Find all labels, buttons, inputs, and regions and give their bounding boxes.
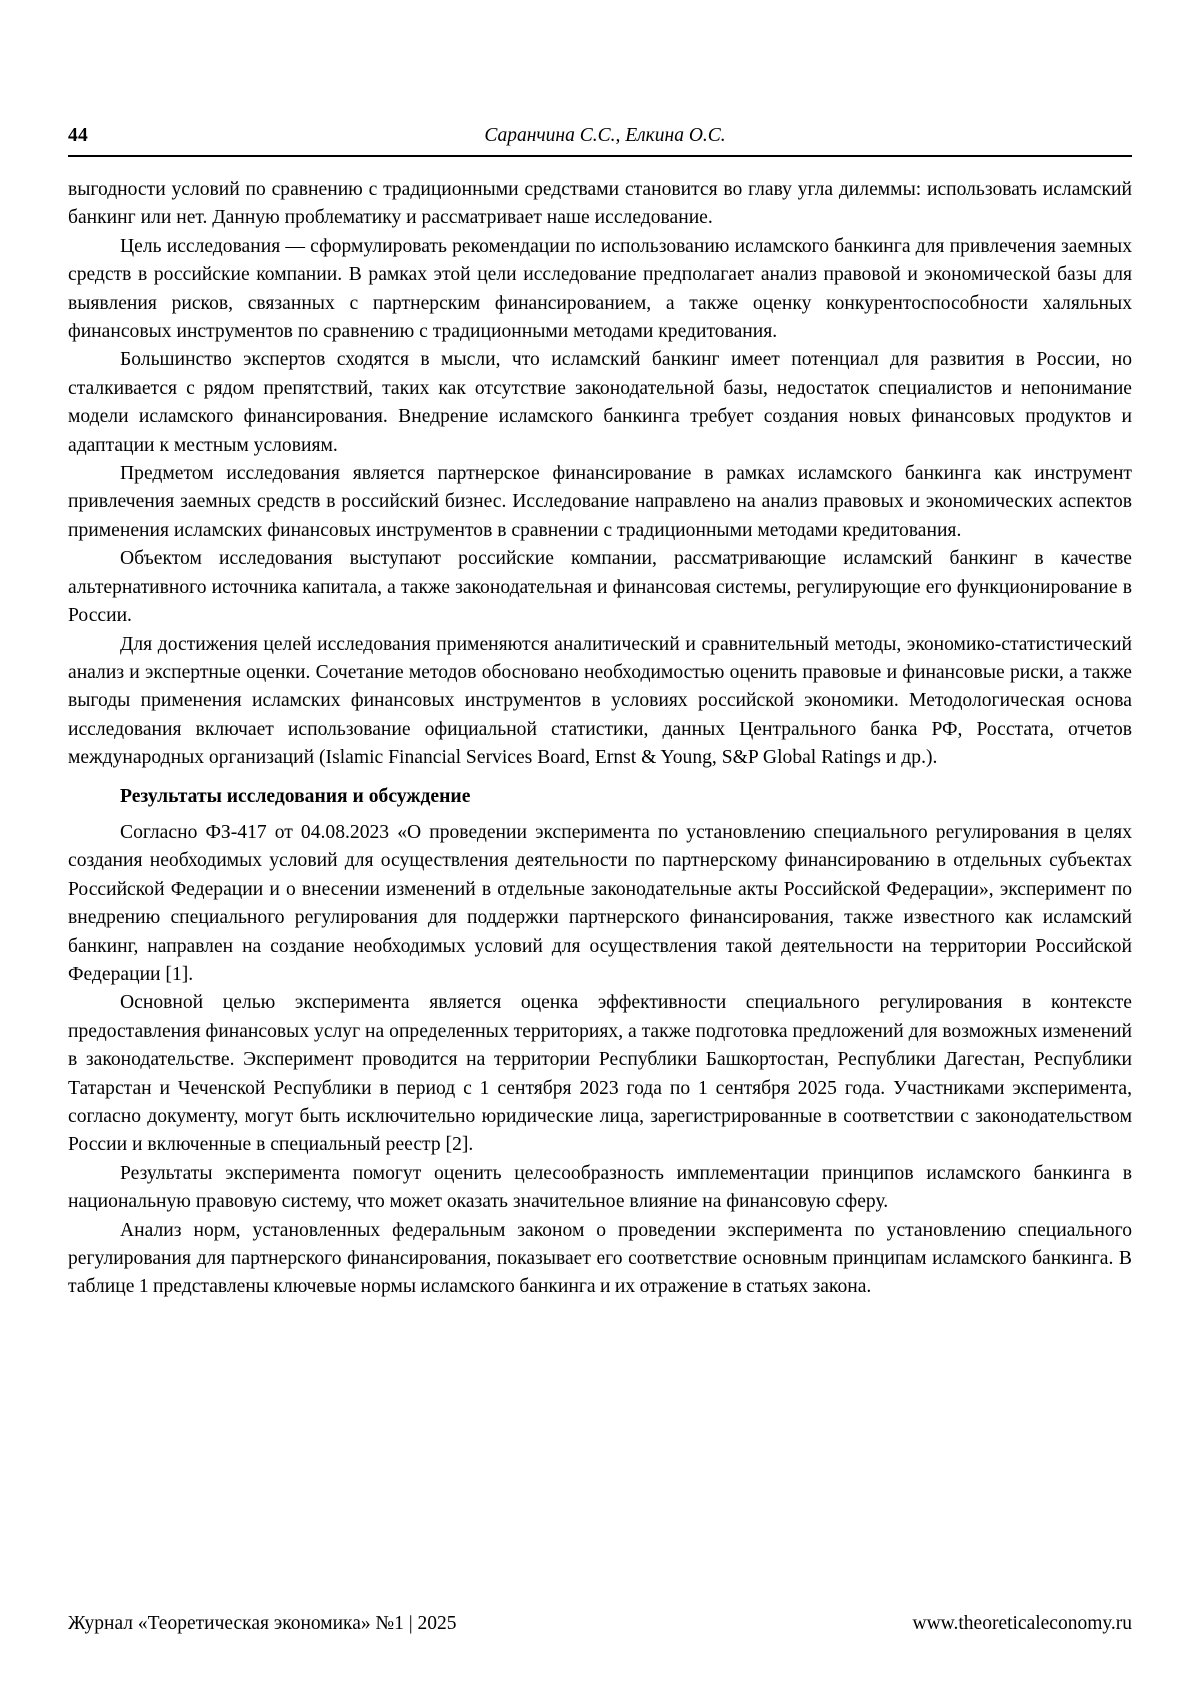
paragraph-subject: Предметом исследования является партнерское финансирование в рамках исламского банкинга как инструмент привлечения заемных средств в российский бизнес. Исследование направлено на анализ правовых и экономических аспектов применения исламских финансовых инструментов в сравнении с традиционными методами кредитования. <box>68 463 1132 541</box>
running-head-authors: Саранчина С.С., Елкина О.С. <box>484 125 726 146</box>
paragraph-methods: Для достижения целей исследования применяются аналитический и сравнительный методы, экономико-статистический анализ и экспертные оценки. Сочетание методов обосновано необходимостью оценить правовые и финансовые риски, а также выгоды применения исламских финансовых инструментов в условиях российской экономики. Методологическая основа исследования включает использование официальной статистики, данных Центрального банка РФ, Росстата, отчетов международных организаций (Islamic Financial Services Board, Ernst & Young, S&P Global Ratings и др.). <box>68 633 1132 769</box>
paragraph-experiment-results: Результаты эксперимента помогут оценить целесообразность имплементации принципов исламского банкинга в национальную правовую систему, что может оказать значительное влияние на финансовую сферу. <box>68 1162 1132 1213</box>
header-rule <box>68 155 1132 157</box>
paragraph-goal: Цель исследования — сформулировать рекомендации по использованию исламского банкинга для привлечения заемных средств в российские компании. В рамках этой цели исследование предполагает анализ правовой и экономической базы для выявления рисков, связанных с партнерским финансированием, а также оценку конкурентоспособности халяльных финансовых инструментов по сравнению с традиционными методами кредитования. <box>68 235 1132 343</box>
paragraph-law-fz417: Согласно ФЗ-417 от 04.08.2023 «О проведении эксперимента по установлению специального регулирования в целях создания необходимых условий для осуществления деятельности по партнерскому финансированию в отдельных субъектах Российской Федерации и о внесении изменений в отдельные законодательные акты Российской Федерации», эксперимент по внедрению специального регулирования для поддержки партнерского финансирования, также известного как исламский банкинг, направлен на создание необходимых условий для осуществления такой деятельности на территории Российской Федерации [1]. <box>68 821 1132 985</box>
footer-site: www.theoreticaleconomy.ru <box>912 1613 1132 1634</box>
paragraph-continuation: выгодности условий по сравнению с традиционными средствами становится во главу угла дилеммы: использовать исламский банкинг или нет. Данную проблематику и рассматривает наше исследование. <box>68 179 1132 229</box>
paragraph-norms-analysis: Анализ норм, установленных федеральным законом о проведении эксперимента по установлению специального регулирования для партнерского финансирования, показывает его соответствие основным принципам исламского банкинга. В таблице 1 представлены ключевые нормы исламского банкинга и их отражение в статьях закона. <box>68 1219 1132 1298</box>
page-footer <box>68 1613 1132 1635</box>
page-content <box>68 125 1132 1302</box>
paragraph-object: Объектом исследования выступают российские компании, рассматривающие исламский банкинг в качестве альтернативного источника капитала, а также законодательная и финансовая системы, регулирующие его функционирование в России. <box>68 548 1132 627</box>
paragraph-experts: Большинство экспертов сходятся в мысли, что исламский банкинг имеет потенциал для развития в России, но сталкивается с рядом препятствий, таких как отсутствие законодательной базы, недостаток специалистов и непонимание модели исламского финансирования. Внедрение исламского банкинга требует создания новых финансовых продуктов и адаптации к местным условиям. <box>68 349 1132 456</box>
section-heading-results: Результаты исследования и обсуждение <box>120 785 471 807</box>
footer-journal: Журнал «Теоретическая экономика» №1 | 2025 <box>68 1613 457 1634</box>
paragraph-experiment-goal: Основной целью эксперимента является оценка эффективности специального регулирования в контексте предоставления финансовых услуг на определенных территориях, а также подготовка предложений для возможных изменений в законодательстве. Эксперимент проводится на территории Республики Башкортостан, Республики Дагестан, Республики Татарстан и Чеченской Республики в период с 1 сентября 2023 года по 1 сентября 2025 года. Участниками эксперимента, согласно документу, могут быть исключительно юридические лица, зарегистрированные в соответствии с законодательством России и включенные в специальный реестр [2]. <box>68 992 1132 1156</box>
page-number: 44 <box>68 125 88 146</box>
running-head <box>68 125 1132 153</box>
